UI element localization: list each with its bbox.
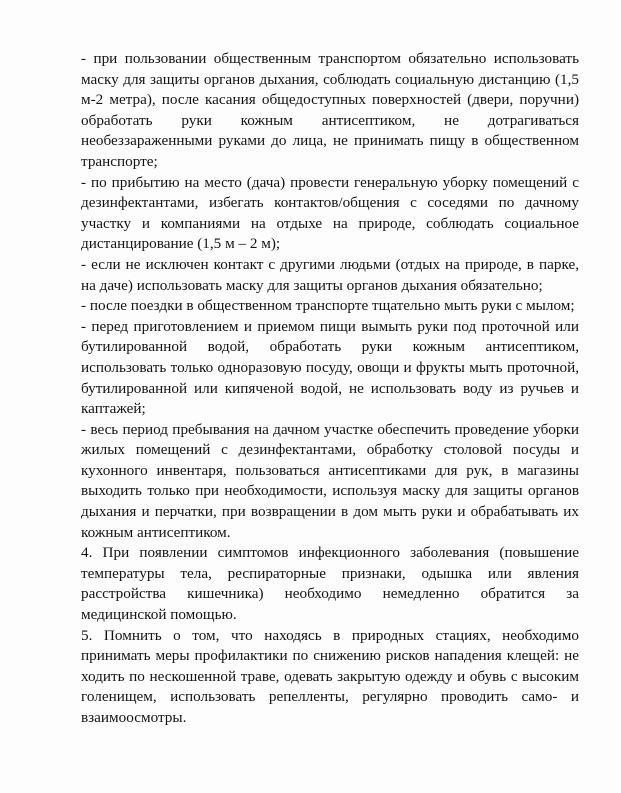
paragraph-symptoms: 4. При появлении симптомов инфекционного заболевания (повышение температуры тела, респираторные признаки, одышка или явления расстройства кишечника) необходимо немедленно обратится за медицинской помощью. (81, 544, 579, 624)
paragraph-ticks: 5. Помнить о том, что находясь в природных стациях, необходимо принимать меры профилактики по снижению рисков нападения клещей: не ходить по нескошенной траве, одевать закрытую одежду и обувь с высоким голенищем, использовать репелленты, регулярно проводить само- и взаимоосмотры. (81, 626, 579, 726)
paragraph-stay-period: - весь период пребывания на дачном участке обеспечить проведение уборки жилых помещений с дезинфектантами, обработку столовой посуды и кухонного инвентаря, пользоваться антисептиками для рук, в магазины выходить только при необходимости, используя маску для защиты органов дыхания и перчатки, при возвращении в дом мыть руки и обрабатывать их кожным антисептиком. (81, 420, 579, 541)
paragraph-mask-contact: - если не исключен контакт с другими людьми (отдых на природе, в парке, на даче) использовать маску для защиты органов дыхания обязательно; (81, 255, 579, 294)
paragraph-wash-hands: - после поездки в общественном транспорте тщательно мыть руки с мылом; (81, 297, 575, 315)
paragraph-food-preparation: - перед приготовлением и приемом пищи вымыть руки под проточной или бутилированной водой, обработать руки кожным антисептиком, использовать только одноразовую посуду, овощи и фрукты мыть проточной, бутилированной или кипяченой водой, не использовать воду из ручьев и каптажей; (81, 317, 579, 418)
document-body (81, 49, 579, 729)
paragraph-transport: - при пользовании общественным транспортом обязательно использовать маску для защиты органов дыхания, соблюдать социальную дистанцию (1,5 м-2 метра), после касания общедоступных поверхностей (двери, поручни) обработать руки кожным антисептиком, не дотрагиваться необеззараженными руками до лица, не принимать пищу в общественном транспорте; (81, 50, 579, 170)
paragraph-arrival-cleaning: - по прибытию на место (дача) провести генеральную уборку помещений с дезинфектантами, избегать контактов/общения с соседями по дачному участку и компаниями на отдыхе на природе, соблюдать социальное дистанцирование (1,5 м – 2 м); (81, 173, 579, 253)
